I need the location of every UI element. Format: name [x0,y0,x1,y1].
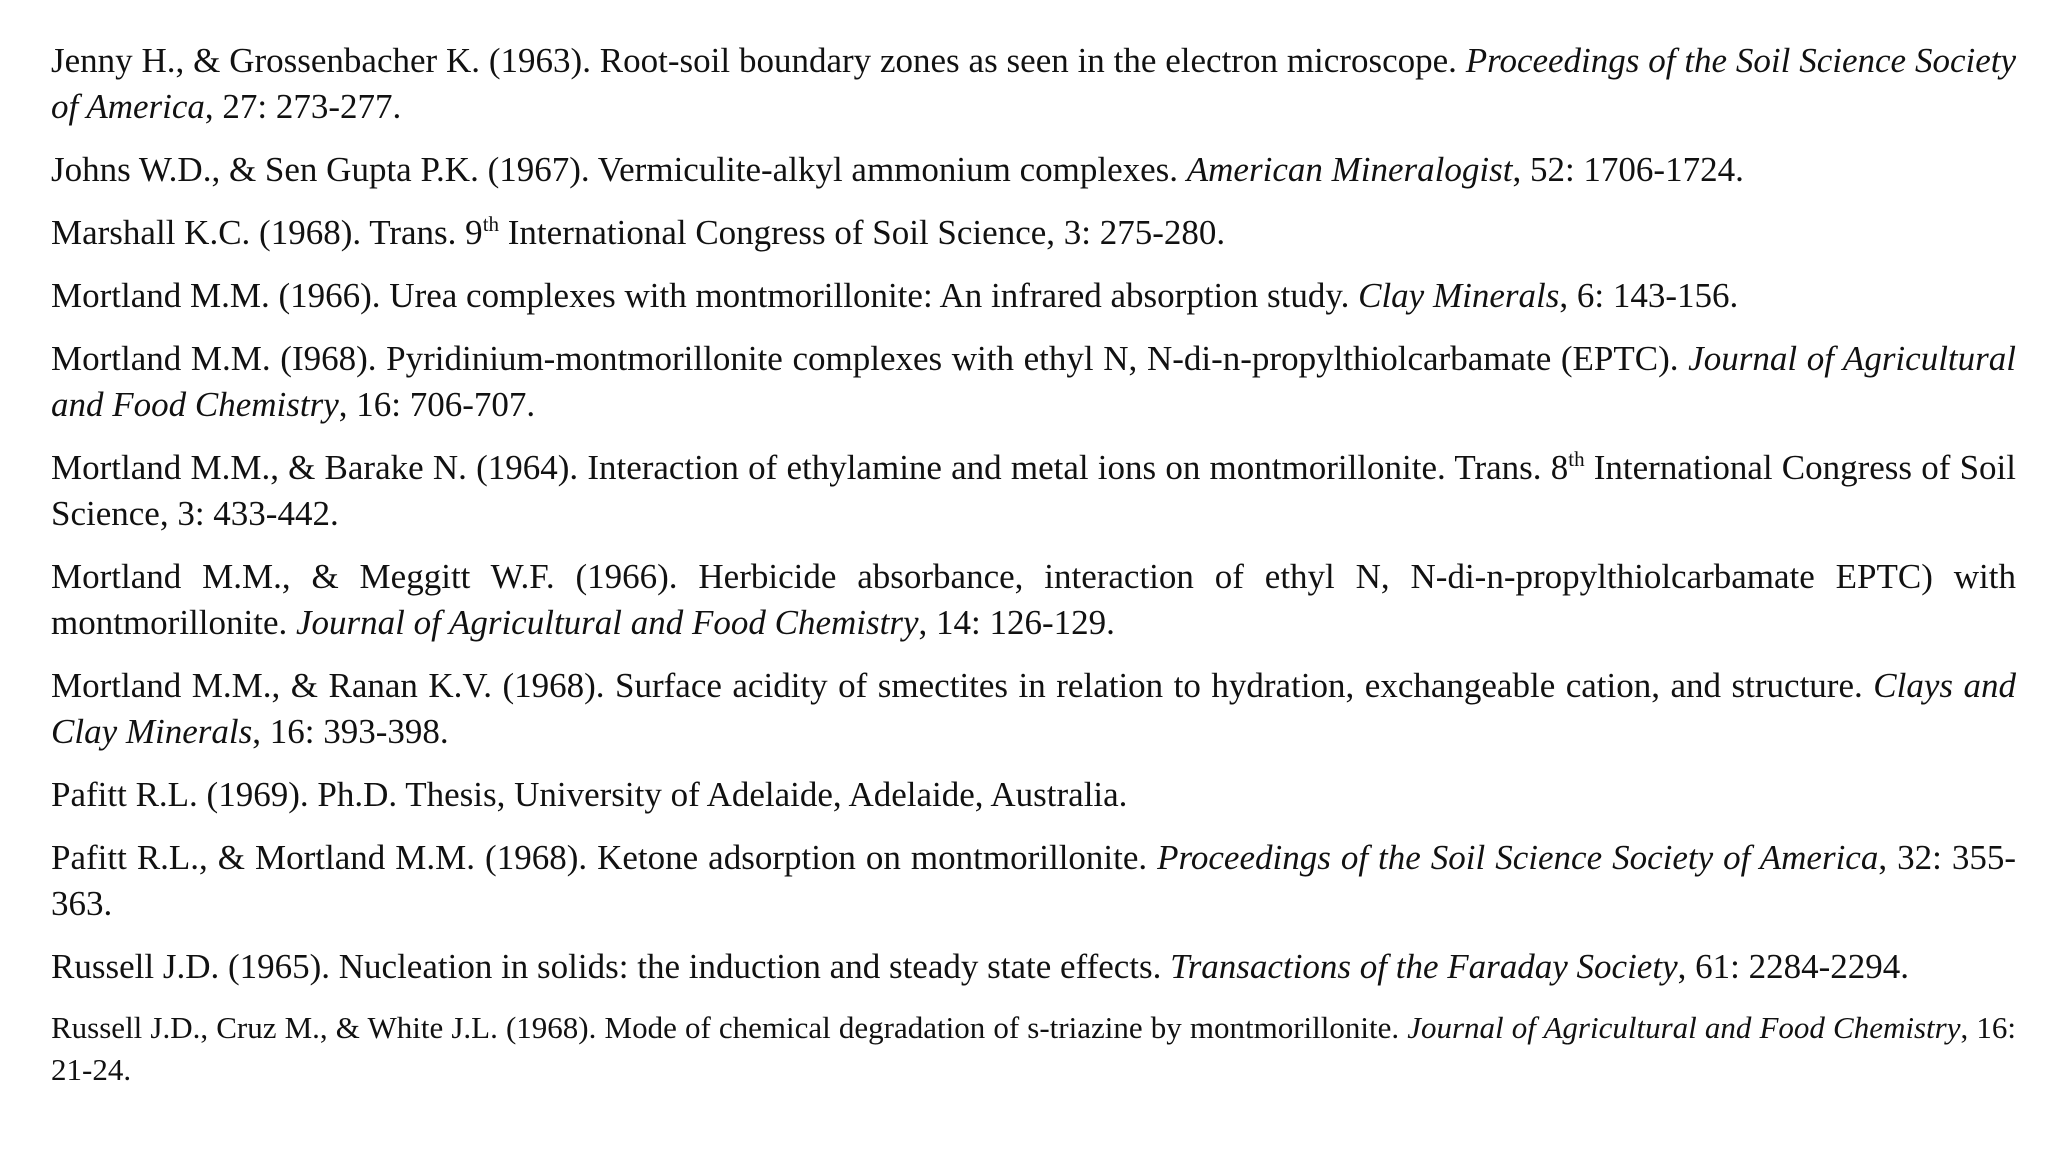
reference-text: , 6: 143-156. [1559,276,1739,315]
journal-title: Clay Minerals [1358,276,1560,315]
reference-text: , 27: 273-277. [204,87,402,126]
reference-text: Mortland M.M. (I968). Pyridinium-montmorillonite complexes with ethyl N, N-di-n-propylthiolcarbamate (EPTC). [51,339,1689,378]
reference-text: Russell J.D. (1965). Nucleation in solids: the induction and steady state effects. [51,947,1171,986]
reference-text: Mortland M.M., & Barake N. (1964). Interaction of ethylamine and metal ions on montmorillonite. Trans. 8 [51,448,1569,487]
reference-text: Pafitt R.L., & Mortland M.M. (1968). Ketone adsorption on montmorillonite. [51,838,1158,877]
reference-text: Mortland M.M., & Meggitt W.F. (1966). Herbicide absorbance, interaction of ethyl N, N-di-n-propylthiolcarbamate EPTC) with montmorillonite. [51,557,2016,642]
reference-entry [51,336,2016,428]
reference-text: International Congress of Soil Science, 3: 275-280. [499,213,1226,252]
reference-text: Jenny H., & Grossenbacher K. (1963). Root-soil boundary zones as seen in the electron microscope. [51,41,1466,80]
reference-entry [51,210,2016,256]
ordinal-suffix: th [1568,446,1585,471]
reference-entry [51,445,2016,537]
journal-title: Proceedings of the Soil Science Society of America [51,41,2016,126]
reference-entry [51,273,2016,319]
reference-entry [51,772,2016,818]
reference-text: Johns W.D., & Sen Gupta P.K. (1967). Vermiculite-alkyl ammonium complexes. [51,150,1187,189]
reference-list [51,38,2016,1108]
reference-text: Pafitt R.L. (1969). Ph.D. Thesis, University of Adelaide, Adelaide, Australia. [51,775,1128,814]
reference-text: , 16: 706-707. [338,385,536,424]
journal-title: Journal of Agricultural and Food Chemistry [51,339,2016,424]
reference-text: , 61: 2284-2294. [1677,947,1909,986]
journal-title: Journal of Agricultural and Food Chemistry [1407,1010,1961,1045]
reference-text: , 16: 393-398. [252,712,449,751]
reference-entry [51,147,2016,193]
reference-text: International Congress of Soil Science, 3: 433-442. [51,448,2017,533]
journal-title: American Mineralogist [1186,150,1513,189]
journal-title: Clays and Clay Minerals [51,666,2016,751]
reference-entry [51,554,2016,646]
reference-entry [51,38,2016,130]
reference-text: Mortland M.M. (1966). Urea complexes with montmorillonite: An infrared absorption study. [51,276,1359,315]
reference-text: Marshall K.C. (1968). Trans. 9 [51,213,483,252]
reference-entry [51,1007,2016,1091]
reference-entry [51,835,2016,927]
reference-text: Mortland M.M., & Ranan K.V. (1968). Surface acidity of smectites in relation to hydration, exchangeable cation, and structure. [51,666,1874,705]
reference-text: , 16: 21-24. [51,1010,2016,1087]
journal-title: Proceedings of the Soil Science Society of America [1157,838,1879,877]
reference-text: , 14: 126-129. [918,603,1115,642]
reference-text: , 32: 355-363. [51,838,2016,923]
ordinal-suffix: th [482,211,500,236]
journal-title: Transactions of the Faraday Society [1170,947,1678,986]
journal-title: Journal of Agricultural and Food Chemistry [295,603,919,642]
reference-entry [51,944,2016,990]
reference-entry [51,663,2016,755]
reference-text: Russell J.D., Cruz M., & White J.L. (1968). Mode of chemical degradation of s-triazine by montmorillonite. [51,1010,1408,1045]
reference-text: , 52: 1706-1724. [1512,150,1744,189]
